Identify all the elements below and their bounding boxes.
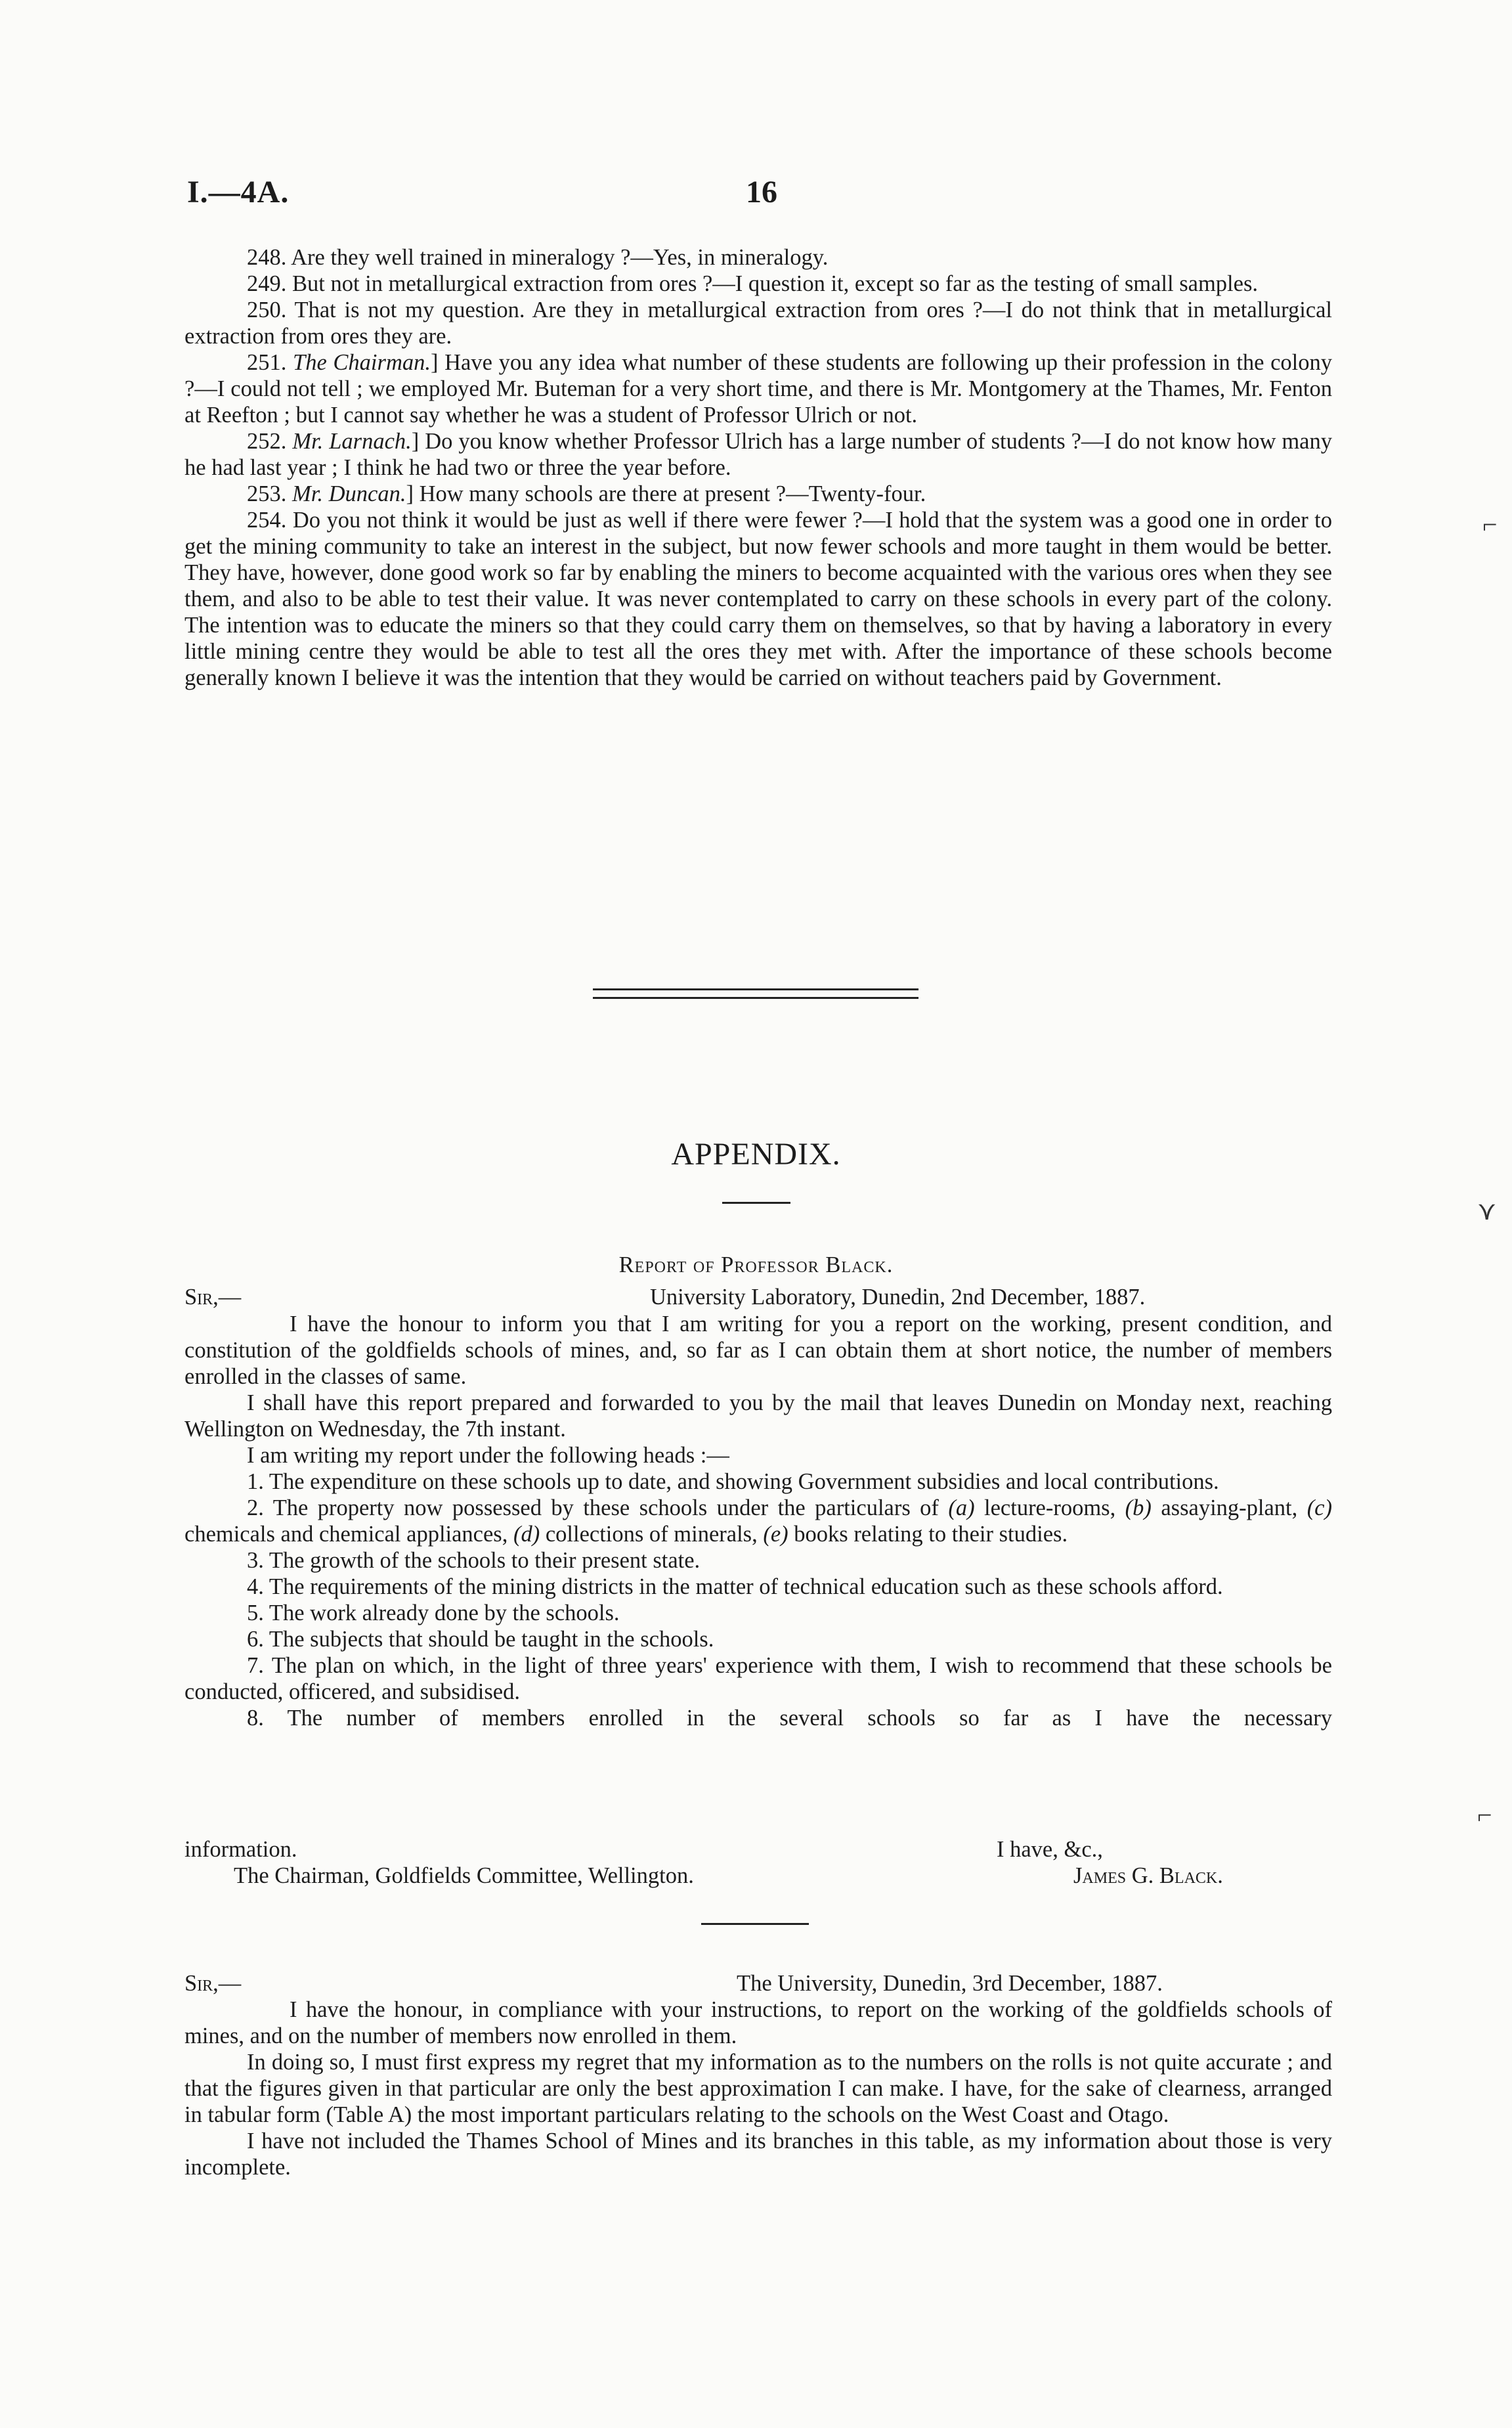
letter1-recipient: The Chairman, Goldfields Committee, Wellington. [234, 1863, 694, 1888]
heads-item: 8. The number of members enrolled in the several schools so far as I have the necessary [247, 1706, 1332, 1731]
heads-item: 4. The requirements of the mining districts in the matter of technical education such as these schools afford. [247, 1574, 1223, 1599]
heads-item: 5. The work already done by the schools. [247, 1600, 620, 1625]
heading-rule [722, 1202, 790, 1204]
letter2-address: The University, Dunedin, 3rd December, 1887. [737, 1971, 1163, 1996]
letter1-closing: I have, &c., [997, 1837, 1103, 1862]
scan-mark-icon: ⌐ [1477, 1800, 1492, 1830]
letter1-body [184, 1311, 1332, 1731]
letter1-paragraph: I have the honour to inform you that I am writing for you a report on the working, present condition, and constitution of the goldfields schools of mines, and, so far as I can obtain them at short notice, the number of members enrolled in the classes of same. [184, 1312, 1332, 1389]
letter1-signature: James G. Black. [1073, 1863, 1223, 1888]
evidence-item: 249. But not in metallurgical extraction from ores ?—I question it, except so far as the testing of small samples. [247, 271, 1259, 296]
document-reference: I.—4A. [187, 175, 290, 210]
evidence-item: 253. Mr. Duncan.] How many schools are there at present ?—Twenty-four. [247, 481, 926, 506]
evidence-item: 252. Mr. Larnach.] Do you know whether Professor Ulrich has a large number of students ?—I do not know how many he had last year ; I think he had two or three the year before. [184, 429, 1332, 480]
letter1-salutation: Sir,— [184, 1285, 242, 1310]
report-title: Report of Professor Black. [618, 1252, 894, 1277]
heads-item: 3. The growth of the schools to their present state. [247, 1548, 701, 1573]
page-number: 16 [746, 175, 777, 210]
letter2-paragraph: I have not included the Thames School of Mines and its branches in this table, as my information about those is very incomplete. [184, 2129, 1332, 2180]
letter1-address: University Laboratory, Dunedin, 2nd December, 1887. [650, 1285, 1146, 1310]
heads-item-continuation: information. [184, 1837, 297, 1862]
heads-item: 6. The subjects that should be taught in the schools. [247, 1627, 714, 1652]
section-divider [593, 988, 918, 999]
speaker-name: Mr. Larnach. [292, 429, 412, 454]
letter1-paragraph: I am writing my report under the following heads :— [247, 1443, 729, 1468]
letter2-salutation: Sir,— [184, 1971, 242, 1996]
heads-item: 1. The expenditure on these schools up to date, and showing Government subsidies and local contributions. [247, 1469, 1219, 1494]
evidence-item: 248. Are they well trained in mineralogy ?—Yes, in mineralogy. [247, 245, 829, 270]
heads-item: 2. The property now possessed by these schools under the particulars of (a) lecture-rooms, (b) assaying-plant, (c) chemicals and chemical appliances, (d) collections of minerals, (e) books relating to their studies. [184, 1495, 1332, 1547]
evidence-item: 251. The Chairman.] Have you any idea what number of these students are following up their profession in the colony ?—I could not tell ; we employed Mr. Buteman for a very short time, and there is Mr. Montgomery at the Thames, Mr. Fenton at Reefton ; but I cannot say whether he was a student of Professor Ulrich or not. [184, 350, 1333, 428]
letter2-paragraph: In doing so, I must first express my regret that my information as to the numbers on the rolls is not quite accurate ; and that the figures given in that particular are only the best approximation I can make. I have, for the sake of clearness, arranged in tabular form (Table A) the most important particulars relating to the schools on the West Coast and Otago. [184, 2050, 1332, 2127]
letter2-paragraph: I have the honour, in compliance with your instructions, to report on the working of the goldfields schools of mines, and on the number of members now enrolled in them. [184, 1997, 1332, 2048]
evidence-section [184, 244, 1332, 691]
evidence-item: 250. That is not my question. Are they in metallurgical extraction from ores ?—I do not think that in metallurgical extraction from ores they are. [184, 298, 1332, 349]
speaker-name: Mr. Duncan. [292, 481, 406, 506]
letter1-paragraph: I shall have this report prepared and forwarded to you by the mail that leaves Dunedin on Monday next, reaching Wellington on Wednesday, the 7th instant. [184, 1390, 1332, 1442]
letter-divider [701, 1923, 809, 1925]
speaker-name: The Chairman. [293, 350, 431, 375]
scan-mark-icon: ⋎ [1477, 1196, 1497, 1225]
scan-mark-icon: ⌐ [1482, 510, 1498, 539]
heads-item: 7. The plan on which, in the light of three years' experience with them, I wish to recommend that these schools be conducted, officered, and subsidised. [184, 1653, 1332, 1704]
evidence-item: 254. Do you not think it would be just as well if there were fewer ?—I hold that the system was a good one in order to get the mining community to take an interest in the subject, but now fewer schools and more taught in them would be better. They have, however, done good work so far by enabling the miners to become acquainted with the various ores when they see them, and also to be able to test their value. It was never contemplated to carry on these schools in every part of the colony. The intention was to educate the miners so that they could carry them on themselves, so that by having a laboratory in every little mining centre they would be able to test all the ores they met with. After the importance of these schools become generally known I believe it was the intention that they would be carried on without teachers paid by Government. [184, 508, 1332, 690]
appendix-heading: APPENDIX. [671, 1137, 841, 1172]
letter2-body [184, 1997, 1332, 2180]
